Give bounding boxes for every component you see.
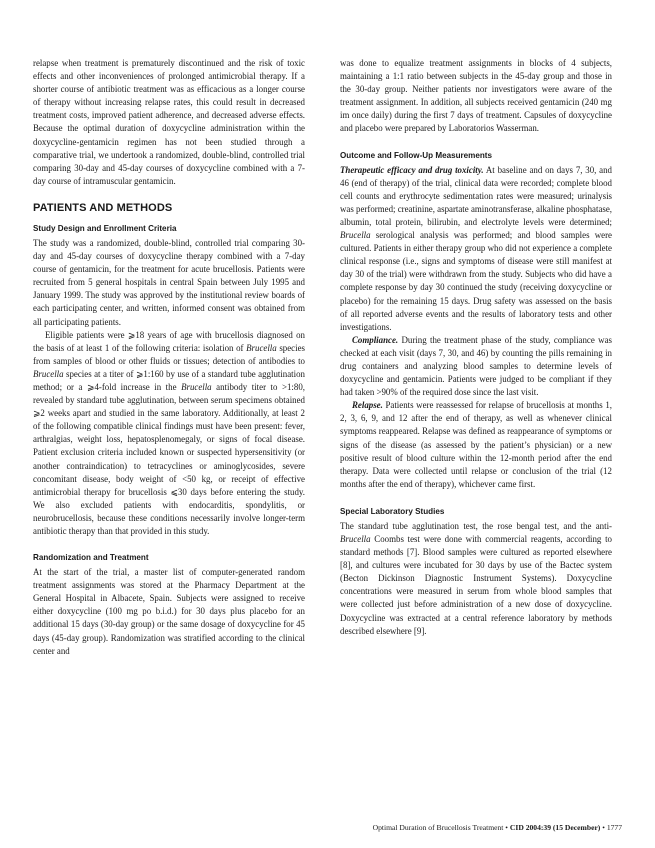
eligibility-paragraph: Eligible patients were ⩾18 years of age with brucellosis diagnosed on the basis of at least 1 of the following criteria: isolation of Brucella species from samples of blood or other fluids or tissues; detection of antibodies to Brucella species at a titer of ⩾1:160 by use of a standard tube agglutination method; or a ⩾4-fold increase in the Brucella antibody titer to >1:80, revealed by standard tube agglutination, between serum specimens obtained ⩾2 weeks apart and studied in the same laboratory. Additionally, at least 2 of the following compatible clinical findings must have been present: fever, arthralgias, weight loss, hepatosplenomegaly, or signs of focal disease. Patient exclusion criteria included known or suspected hypersensitivity (or another contraindication) to tetracyclines or aminoglycosides, severe concomitant disease, body weight of <50 kg, or receipt of effective antimicrobial therapy for brucellosis ⩽30 days before entering the study. We also excluded patients with endocarditis, spondylitis, or neurobrucellosis, because these conditions necessarily involve longer-term antibiotic therapy than that provided in this study. [33, 329, 305, 536]
left-column [33, 57, 305, 658]
study-design-paragraph-1: The study was a randomized, double-blind, controlled trial comparing 30-day and 45-day courses of doxycycline therapy combined with a 7-day course of gentamicin, for the treatment for acute brucellosis. Patients were recruited from 5 general hospitals in central Spain between July 1995 and January 1999. The study was approved by the institutional review boards of each participating center, and written, informed consent was obtained from all participating patients. [33, 237, 305, 327]
heading-study-design: Study Design and Enrollment Criteria [33, 223, 177, 233]
footer-article-title: Optimal Duration of Brucellosis Treatment [372, 823, 504, 832]
heading-randomization: Randomization and Treatment [33, 553, 149, 563]
footer-page-number: 1777 [606, 823, 622, 832]
randomization-continued-paragraph: was done to equalize treatment assignments in blocks of 4 subjects, maintaining a 1:1 ratio between subjects in the 45-day group and those in the 30-day group. Neither patients nor investigators were aware of the treatment assignment. In addition, all subjects received gentamicin (240 mg im once daily) during the first 7 days of treatment. Capsules of doxycycline and placebo were prepared by Laboratorios Wasserman. [340, 58, 612, 134]
compliance-paragraph: Compliance. During the treatment phase of the study, compliance was checked at each visit (days 7, 30, and 46) by counting the pills remaining in drug containers and analyzing blood samples to determine levels of doxycycline and gentamicin. Patients were judged to be compliant if they had taken >90% of the required dose since the last visit. [340, 334, 612, 398]
relapse-runin-label: Relapse. [352, 400, 383, 411]
heading-lab-studies: Special Laboratory Studies [340, 506, 445, 516]
efficacy-runin-label: Therapeutic efficacy and drug toxicity. [340, 164, 484, 175]
heading-outcome: Outcome and Follow-Up Measurements [340, 150, 493, 160]
compliance-runin-label: Compliance. [352, 334, 399, 345]
efficacy-paragraph: Therapeutic efficacy and drug toxicity. At baseline and on days 7, 30, and 46 (end of therapy) of the trial, clinical data were recorded; complete blood cell counts and erythrocyte sedimentation rates were measured; urinalysis was performed; creatinine, aspartate aminotransferase, alkaline phosphatase, albumin, total protein, bilirubin, and electrolyte levels were determined; Brucella serological analysis was performed; and blood samples were cultured. Patients in either therapy group who did not experience a complete clinical response (i.e., signs and symptoms of disease were still manifest at day 30 of the trial) were withdrawn from the study. Subjects who did have a complete response by day 30 continued the study (receiving doxycycline or placebo) for the remaining 15 days. Drug safety was assessed on the basis of all reported adverse events and the results of laboratory tests and other investigations. [340, 164, 612, 332]
intro-paragraph: relapse when treatment is prematurely discontinued and the risk of toxic effects and other inconveniences of prolonged antimicrobial therapy. If a shorter course of antibiotic treatment was as efficacious as a longer course of therapy without increasing relapse rates, this could result in decreased treatment costs, improved patient adherence, and decreased adverse effects. Because the optimal duration of doxycycline administration within the doxycycline-gentamicin regimen has not been studied through a comparative trial, we undertook a randomized, double-blind, controlled trial comparing 30-day and 45-day courses of doxycycline combined with a 7-day course of intramuscular gentamicin. [33, 58, 305, 186]
relapse-paragraph: Relapse. Patients were reassessed for relapse of brucellosis at months 1, 2, 3, 6, 9, and 12 after the end of therapy, as well as whenever clinical symptoms reappeared. Relapse was defined as reappearance of symptoms or signs of the disease (as assessed by the patient’s physician) or a new positive result of blood culture within the 12-month period after the end therapy. Data were collected until relapse or conclusion of the trial (12 months after the end of therapy), whichever came first. [340, 400, 612, 489]
randomization-paragraph: At the start of the trial, a master list of computer-generated random treatment assignments was stored at the Pharmacy Department at the General Hospital in Albacete, Spain. Subjects were assigned to receive either doxycycline (100 mg po b.i.d.) for 30 days plus placebo for an additional 15 days (30-day group) or the same dosage of doxycycline for 45 days (45-day group). Randomization was stratified according to the clinical center and [33, 567, 305, 656]
section-title-patients-methods: PATIENTS AND METHODS [33, 201, 173, 214]
footer-journal-citation: CID 2004:39 (15 December) [509, 823, 601, 832]
running-footer: Optimal Duration of Brucellosis Treatment • CID 2004:39 (15 December) • 1777 [372, 823, 622, 832]
lab-studies-paragraph: The standard tube agglutination test, the rose bengal test, and the anti-Brucella Coombs test were done with commercial reagents, according to standard methods [7]. Blood samples were cultured as reported elsewhere [8], and cultures were incubated for 30 days by use of the Bactec system (Becton Dickinson Diagnostic Instrument Systems). Doxycycline concentrations were measured in serum from whole blood samples that were collected just before administration of a new dose of doxycycline. Doxycycline was extracted at a central reference laboratory by methods described elsewhere [9]. [340, 520, 612, 636]
right-column [340, 57, 612, 638]
